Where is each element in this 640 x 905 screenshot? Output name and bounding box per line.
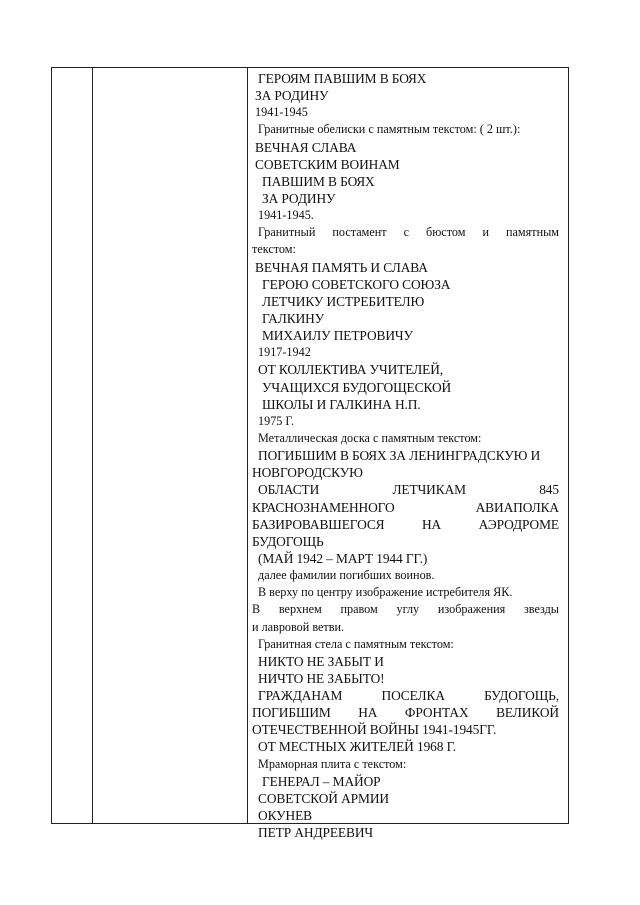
text-line: 1917-1942 [258,345,311,360]
text-line: НИКТО НЕ ЗАБЫТ И [258,653,384,669]
text-line: ГЕНЕРАЛ – МАЙОР [262,773,381,789]
column-divider-1 [92,68,93,823]
text-line: и лавровой ветви. [252,619,345,634]
text-line: ОТ МЕСТНЫХ ЖИТЕЛЕЙ 1968 Г. [258,739,456,755]
text-line: КРАСНОЗНАМЕННОГО АВИАПОЛКА [252,499,559,515]
text-line: ПОГИБШИМ НА ФРОНТАХ ВЕЛИКОЙ [252,705,559,721]
text-line: ВЕЧНАЯ ПАМЯТЬ И СЛАВА [255,259,428,275]
text-line: УЧАЩИХСЯ БУДОГОЩЕСКОЙ [262,379,452,395]
text-line: 1941-1945 [255,105,308,120]
text-line: ШКОЛЫ И ГАЛКИНА Н.П. [262,396,421,412]
text-line: СОВЕТСКОЙ АРМИИ [258,790,389,806]
text-line: ОТЕЧЕСТВЕННОЙ ВОЙНЫ 1941-1945ГГ. [252,722,497,738]
text-line: далее фамилии погибших воинов. [258,568,435,583]
text-line: ПЕТР АНДРЕЕВИЧ [258,825,374,841]
text-line: ОБЛАСТИ ЛЕТЧИКАМ 845 [258,482,559,498]
text-line: МИХАИЛУ ПЕТРОВИЧУ [262,328,413,344]
text-line: ОКУНЕВ [258,808,312,824]
text-line: НОВГОРОДСКУЮ [252,465,363,481]
text-line: Гранитный постамент с бюстом и памятным [258,225,559,240]
text-line: 1975 Г. [258,413,295,428]
text-line: ПОГИБШИМ В БОЯХ ЗА ЛЕНИНГРАДСКУЮ И [258,448,541,464]
text-line: (МАЙ 1942 – МАРТ 1944 ГГ.) [258,550,428,566]
text-line: ГЕРОЯМ ПАВШИМ В БОЯХ [258,71,427,86]
text-line: ОТ КОЛЛЕКТИВА УЧИТЕЛЕЙ, [258,362,444,378]
text-line: БУДОГОЩЬ [252,533,324,549]
text-line: НИЧТО НЕ ЗАБЫТО! [258,670,385,686]
text-line: 1941-1945. [258,208,314,223]
text-line: ГРАЖДАНАМ ПОСЕЛКА БУДОГОЩЬ, [258,688,559,704]
text-line: ЗА РОДИНУ [255,88,329,104]
text-line: ЗА РОДИНУ [262,190,336,206]
text-line: Гранитная стела с памятным текстом: [258,636,454,651]
text-line: текстом: [252,242,296,257]
text-line: СОВЕТСКИМ ВОИНАМ [255,156,400,172]
text-line: ПАВШИМ В БОЯХ [262,173,375,189]
text-line: В верху по центру изображение истребителя ЯК. [258,585,513,600]
text-line: Гранитные обелиски с памятным текстом: ( 2 шт.): [258,122,521,137]
memorial-description-cell [248,70,559,841]
text-line: Мраморная плита с текстом: [258,756,407,771]
text-line: ВЕЧНАЯ СЛАВА [255,139,357,155]
text-line: ЛЕТЧИКУ ИСТРЕБИТЕЛЮ [262,293,425,309]
text-line: Металлическая доска с памятным текстом: [258,430,482,445]
text-line: ГАЛКИНУ [262,310,325,326]
text-line: В верхнем правом углу изображения звезды [252,602,559,617]
text-line: БАЗИРОВАВШЕГОСЯ НА АЭРОДРОМЕ [252,516,559,532]
text-line: ГЕРОЮ СОВЕТСКОГО СОЮЗА [262,276,451,292]
